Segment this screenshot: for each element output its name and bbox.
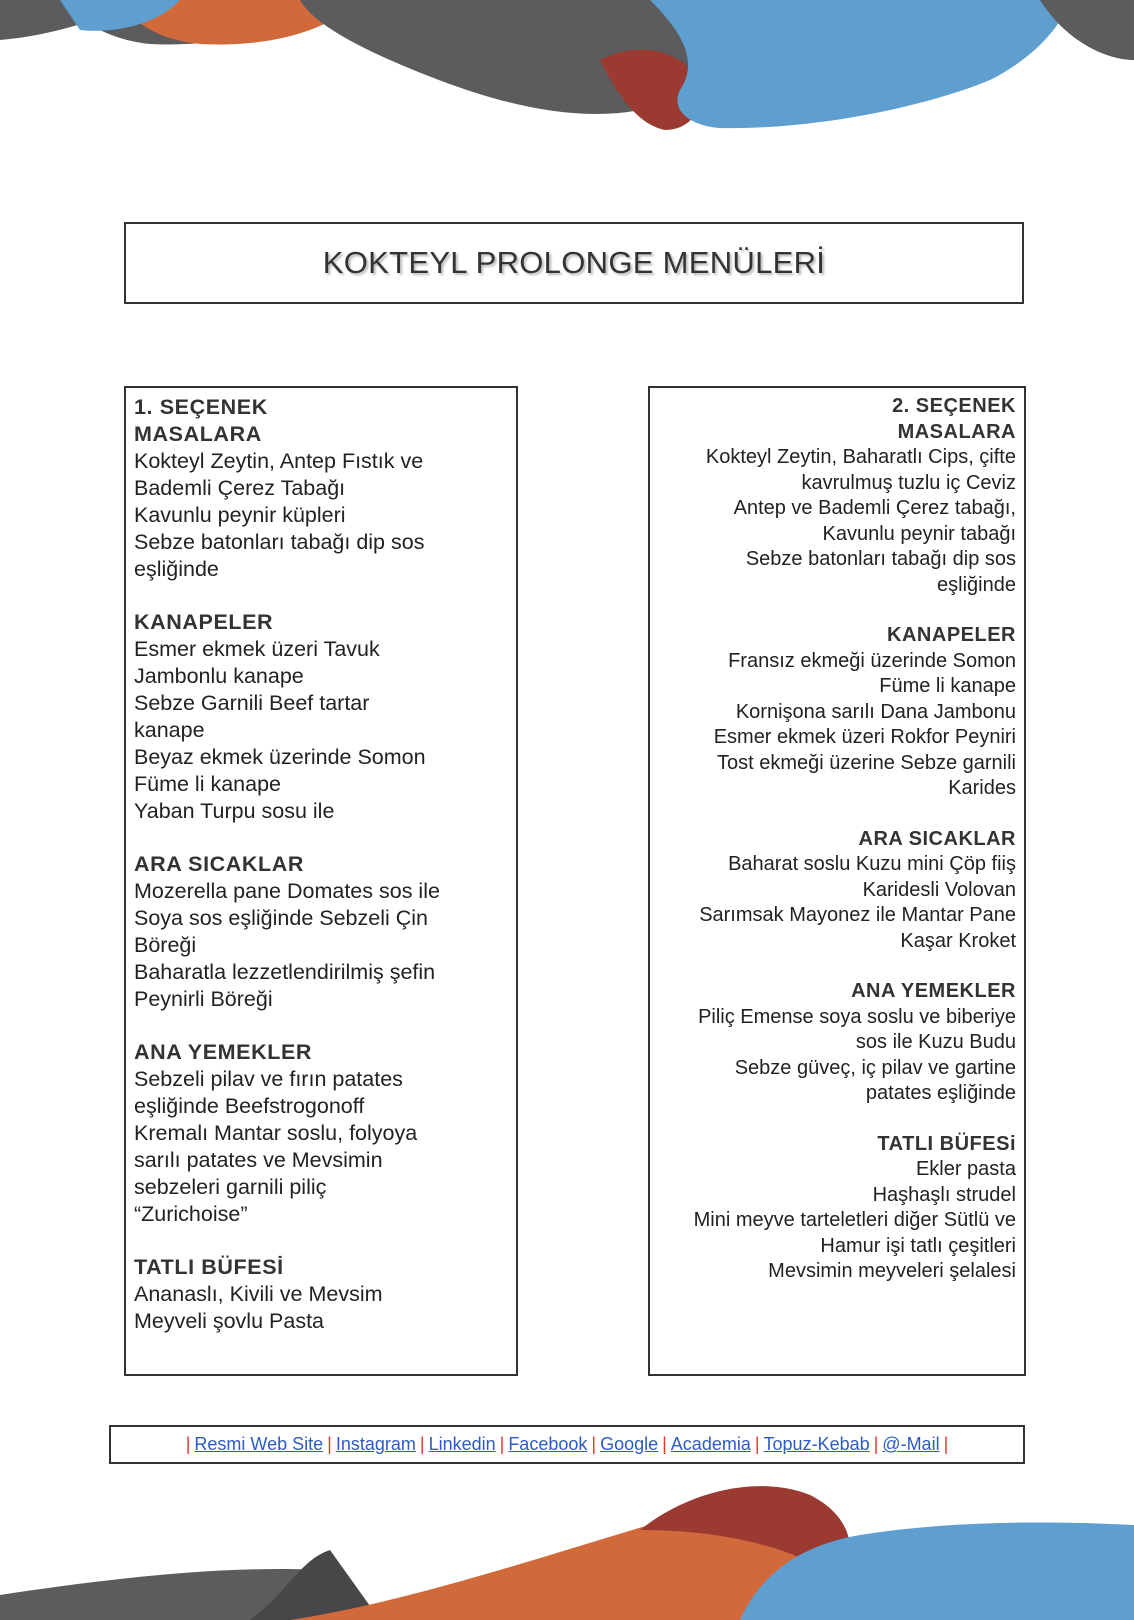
link-google[interactable]: Google: [600, 1434, 659, 1454]
section-ara-sicaklar: [656, 827, 1016, 955]
ana-yemekler-heading: ANA YEMEKLER: [134, 1040, 313, 1064]
section-tatli-bufesi: [134, 1254, 510, 1335]
menu-item: Esmer ekmek üzeri Rokfor Peyniri: [713, 726, 1016, 748]
menu-option-1: [124, 386, 518, 1376]
footer-separator: |: [591, 1434, 597, 1454]
section-kanapeler: [656, 623, 1016, 802]
link-instagram[interactable]: Instagram: [335, 1434, 416, 1454]
menu-item: “Zurichoise”: [134, 1202, 248, 1226]
footer-separator: |: [499, 1434, 505, 1454]
ara-sicaklar-heading: ARA SICAKLAR: [858, 827, 1016, 850]
menu-item: sebzeleri garnili piliç: [134, 1175, 327, 1199]
section-tatli-bufesi: [656, 1132, 1016, 1285]
bottom-wave-decoration: [0, 1470, 1134, 1620]
link-topuz-kebab[interactable]: Topuz-Kebab: [763, 1434, 870, 1454]
menu-item: Fransız ekmeği üzerinde Somon: [728, 649, 1016, 672]
menu-item: kanape: [134, 718, 205, 742]
menu-item: Bademli Çerez Tabağı: [134, 476, 346, 500]
menu-item: kavrulmuş tuzlu iç Ceviz: [801, 471, 1016, 494]
menu-item: Karides: [948, 777, 1016, 799]
footer-separator: |: [873, 1434, 879, 1454]
menu-item: Mevsimin meyveleri şelalesi: [768, 1260, 1016, 1282]
menu-item: Jambonlu kanape: [134, 664, 304, 688]
menu-item: Ekler pasta: [915, 1158, 1016, 1180]
section-ara-sicaklar: [134, 851, 510, 1013]
menu-item: Mini meyve tarteletleri diğer Sütlü ve: [693, 1209, 1016, 1231]
footer-separator: |: [419, 1434, 425, 1454]
menu-item: Kornişona sarılı Dana Jambonu: [735, 700, 1016, 723]
menu-item: Yaban Turpu sosu ile: [134, 799, 335, 823]
option-2-title: 2. SEÇENEK: [892, 395, 1016, 417]
menu-item: sos ile Kuzu Budu: [855, 1031, 1016, 1053]
option-1-header-block: [134, 394, 510, 448]
menu-item: Mozerella pane Domates sos ile: [134, 879, 440, 903]
kanapeler-heading: KANAPELER: [134, 610, 274, 634]
menu-option-2: [648, 386, 1026, 1376]
section-masalara: [656, 445, 1016, 598]
footer-links-bar: [109, 1425, 1025, 1464]
menu-item: Kokteyl Zeytin, Baharatlı Cips, çifte: [705, 446, 1016, 468]
option-2-header-block: [656, 394, 1016, 445]
option-1-title: 1. SEÇENEK: [134, 395, 268, 419]
menu-item: Hamur işi tatlı çeşitleri: [820, 1234, 1016, 1257]
menu-item: Baharat soslu Kuzu mini Çöp fiiş: [728, 853, 1016, 875]
menu-item: Sebze batonları tabağı dip sos: [745, 548, 1016, 570]
section-ana-yemekler: [134, 1039, 510, 1228]
menu-item: Beyaz ekmek üzerinde Somon: [134, 745, 426, 769]
menu-item: Kavunlu peynir tabağı: [822, 522, 1016, 545]
menu-item: Sebzeli pilav ve fırın patates: [134, 1067, 403, 1091]
menu-item: sarılı patates ve Mevsimin: [134, 1148, 383, 1172]
section-kanapeler: [134, 609, 510, 825]
menu-item: Füme li kanape: [134, 772, 281, 796]
menu-item: Haşhaşlı strudel: [872, 1183, 1016, 1206]
footer-separator: |: [327, 1434, 332, 1454]
menu-item: Füme li kanape: [879, 675, 1016, 697]
menu-item: Sebze güveç, iç pilav ve gartine: [734, 1056, 1016, 1079]
menu-item: Soya sos eşliğinde Sebzeli Çin: [134, 906, 428, 930]
link-academia[interactable]: Academia: [670, 1434, 751, 1454]
menu-item: patates eşliğinde: [865, 1082, 1016, 1104]
menu-item: Sebze batonları tabağı dip sos: [134, 530, 425, 554]
menu-item: Kremalı Mantar soslu, folyoya: [134, 1121, 418, 1145]
footer-separator: |: [185, 1434, 191, 1454]
masalara-heading: MASALARA: [897, 420, 1016, 443]
menu-item: Sebze Garnili Beef tartar: [134, 691, 370, 715]
ara-sicaklar-heading: ARA SICAKLAR: [134, 852, 305, 876]
masalara-heading: MASALARA: [134, 422, 262, 446]
section-masalara: [134, 448, 510, 583]
tatli-bufesi-heading: TATLI BÜFESİ: [134, 1255, 284, 1279]
footer-separator: |: [662, 1434, 667, 1454]
footer-separator: |: [754, 1434, 760, 1454]
menu-item: eşliğinde: [134, 557, 219, 581]
top-wave-decoration: [0, 0, 1134, 140]
section-ana-yemekler: [656, 979, 1016, 1107]
footer-separator: |: [943, 1434, 949, 1454]
menu-item: Kavunlu peynir küpleri: [134, 503, 346, 527]
menu-item: Kaşar Kroket: [900, 929, 1016, 952]
menu-item: Piliç Emense soya soslu ve biberiye: [698, 1005, 1016, 1028]
link-email[interactable]: @-Mail: [882, 1434, 940, 1454]
menu-item: Meyveli şovlu Pasta: [134, 1309, 324, 1333]
link-linkedin[interactable]: Linkedin: [428, 1434, 496, 1454]
link-official-website[interactable]: Resmi Web Site: [194, 1434, 324, 1454]
page-title: KOKTEYL PROLONGE MENÜLERİ: [322, 245, 826, 280]
menu-item: Sarımsak Mayonez ile Mantar Pane: [699, 904, 1016, 926]
menu-item: eşliğinde Beefstrogonoff: [134, 1094, 365, 1118]
menu-item: Esmer ekmek üzeri Tavuk: [134, 637, 380, 661]
menu-item: Peynirli Böreği: [134, 987, 273, 1011]
menu-item: eşliğinde: [937, 573, 1016, 596]
title-box: [124, 222, 1024, 304]
menu-item: Karidesli Volovan: [862, 878, 1016, 901]
kanapeler-heading: KANAPELER: [887, 624, 1016, 646]
menu-item: Baharatla lezzetlendirilmiş şefin: [134, 960, 436, 984]
menu-item: Antep ve Bademli Çerez tabağı,: [733, 497, 1016, 519]
menu-item: Ananaslı, Kivili ve Mevsim: [134, 1282, 383, 1306]
menu-item: Tost ekmeği üzerine Sebze garnili: [716, 751, 1016, 774]
tatli-bufesi-heading: TATLI BÜFESi: [877, 1132, 1016, 1155]
ana-yemekler-heading: ANA YEMEKLER: [851, 980, 1016, 1002]
menu-item: Böreği: [134, 933, 197, 957]
link-facebook[interactable]: Facebook: [508, 1434, 588, 1454]
menu-item: Kokteyl Zeytin, Antep Fıstık ve: [134, 449, 424, 473]
